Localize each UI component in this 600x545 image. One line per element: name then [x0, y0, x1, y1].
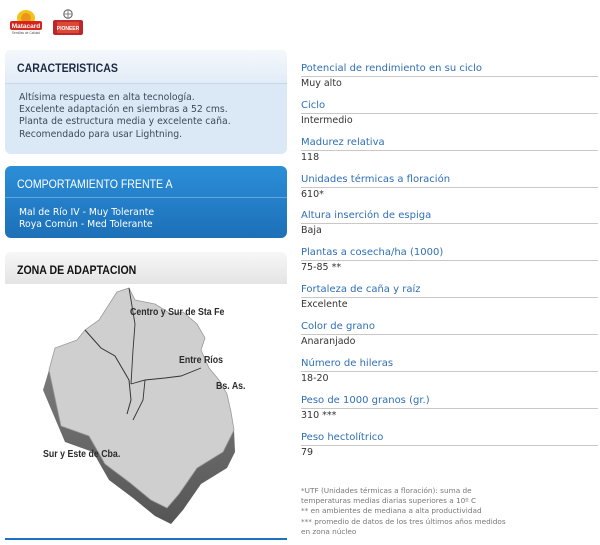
spec-label: Número de hileras: [301, 358, 394, 369]
spec-unidades-termicas: [301, 174, 598, 201]
footnotes: [301, 486, 506, 537]
spec-label: Color de grano: [301, 321, 376, 332]
spec-divider: [301, 223, 598, 224]
spec-label: Peso hectolítrico: [301, 432, 384, 443]
spec-peso-1000: [301, 395, 598, 422]
caracteristicas-text: [19, 92, 231, 141]
spec-peso-hectolitrico: [301, 432, 598, 459]
footnote-line: *UTF (Unidades térmicas a floración): suma de: [301, 486, 472, 495]
comportamiento-list: [19, 207, 154, 231]
caracteristicas-title: CARACTERISTICAS: [17, 61, 118, 75]
region-label-cordoba: Sur y Este de Cba.: [43, 449, 121, 460]
caracteristicas-line: Recomendado para usar Lightning.: [19, 128, 183, 140]
spec-fortaleza: [301, 284, 598, 311]
spec-plantas-cosecha: [301, 247, 598, 274]
zona-title: ZONA DE ADAPTACION: [17, 263, 137, 277]
spec-value: Anaranjado: [301, 336, 356, 347]
spec-color-grano: [301, 321, 598, 348]
spec-hileras: [301, 358, 598, 385]
zona-bottom-divider: [5, 538, 287, 540]
spec-divider: [301, 260, 598, 261]
spec-ciclo: [301, 100, 598, 127]
spec-divider: [301, 445, 598, 446]
spec-divider: [301, 150, 598, 151]
spec-value: 79: [301, 447, 314, 458]
spec-label: Madurez relativa: [301, 137, 385, 148]
spec-label: Altura inserción de espiga: [301, 210, 432, 221]
spec-value: Excelente: [301, 299, 348, 310]
tolerance-rating: Muy Tolerante: [88, 207, 155, 218]
region-label-santafe: Centro y Sur de Sta Fe: [130, 307, 225, 318]
spec-divider: [301, 371, 598, 372]
footnote-line: *** promedio de datos de los tres últimos años medidos: [301, 516, 506, 526]
spec-divider: [301, 297, 598, 298]
spec-value: 75-85 **: [301, 262, 342, 273]
comportamiento-header: [5, 166, 287, 198]
spec-label: Unidades térmicas a floración: [301, 174, 451, 185]
tolerance-rating: Med Tolerante: [87, 218, 153, 230]
logo1-text: Matacard: [11, 23, 41, 30]
matacard-logo: [9, 9, 43, 35]
region-label-bsas: Bs. As.: [216, 381, 246, 392]
spec-label: Peso de 1000 granos (gr.): [301, 395, 430, 406]
spec-value: 18-20: [301, 373, 329, 384]
disease-row: [19, 219, 154, 231]
spec-label: Fortaleza de caña y raíz: [301, 284, 421, 295]
spec-label: Potencial de rendimiento en su ciclo: [301, 63, 483, 74]
spec-divider: [301, 76, 598, 77]
spec-divider: [301, 113, 598, 114]
logo1-subtext: Semillas de Calidad: [11, 31, 41, 35]
footnote-line: temperaturas medias diarias superiores a 10º C: [301, 496, 477, 506]
caracteristicas-line: Planta de estructura media y excelente caña.: [19, 116, 231, 128]
footnote-line: ** en ambientes de mediana a alta productividad: [301, 506, 482, 516]
pioneer-logo: [49, 9, 87, 37]
spec-value: 118: [301, 152, 320, 163]
spec-value: 610*: [301, 189, 324, 200]
spec-value: Baja: [301, 225, 322, 236]
comportamiento-title: COMPORTAMIENTO FRENTE A: [17, 177, 173, 191]
comportamiento-panel: [5, 166, 287, 238]
caracteristicas-header: [5, 50, 287, 84]
logo2-text: PIONEER: [56, 26, 80, 32]
spec-value: 310 ***: [301, 410, 337, 421]
spec-divider: [301, 187, 598, 188]
region-label-entrerios: Entre Ríos: [179, 355, 224, 366]
spec-madurez: [301, 137, 598, 164]
disease-row: [19, 207, 154, 219]
spec-altura-espiga: [301, 210, 598, 237]
footnote-line: en zona núcleo: [301, 526, 357, 536]
spec-value: Intermedio: [301, 115, 353, 126]
adaptation-map: [5, 284, 287, 538]
spec-rendimiento: [301, 63, 598, 90]
caracteristicas-panel: [5, 50, 287, 154]
zona-header: [5, 252, 287, 284]
spec-value: Muy alto: [301, 78, 342, 89]
caracteristicas-line: Excelente adaptación en siembras a 52 cms.: [19, 104, 228, 116]
caracteristicas-line: Altísima respuesta en alta tecnología.: [19, 92, 195, 103]
spec-divider: [301, 408, 598, 409]
disease-name: Mal de Río IV -: [19, 207, 89, 218]
disease-name: Roya Común -: [19, 218, 88, 230]
spec-label: Plantas a cosecha/ha (1000): [301, 247, 444, 258]
spec-divider: [301, 334, 598, 335]
spec-label: Ciclo: [301, 100, 326, 111]
zona-panel: [5, 252, 287, 540]
